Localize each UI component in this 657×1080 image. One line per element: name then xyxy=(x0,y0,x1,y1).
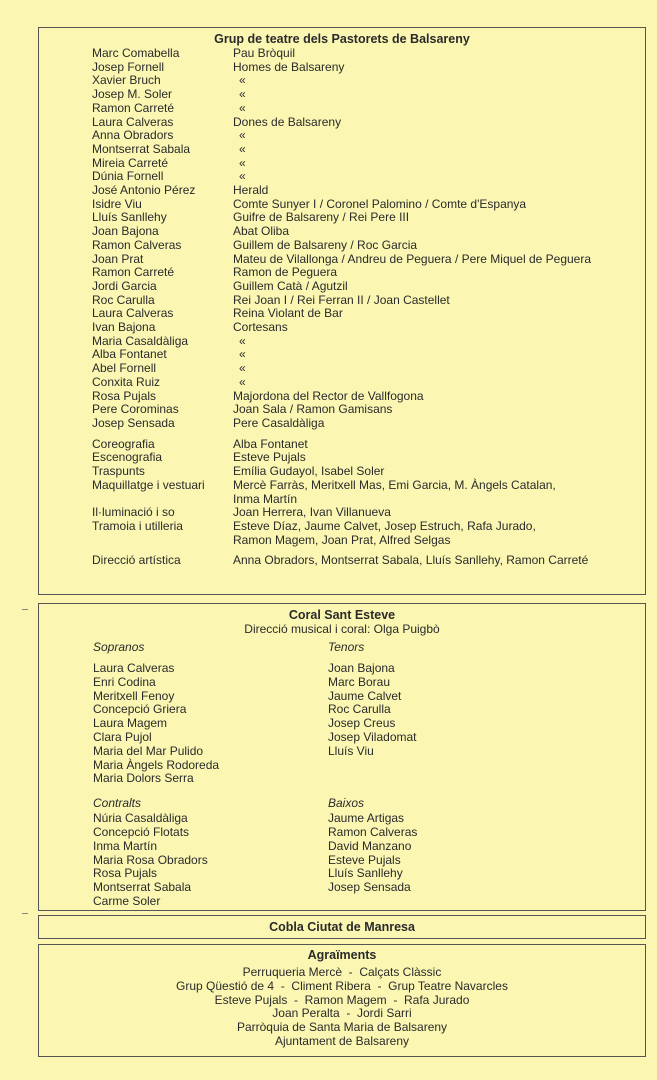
cast-row xyxy=(92,335,645,349)
crew-row-right: Ramon Magem, Joan Prat, Alfred Selgas xyxy=(233,532,451,547)
crew-row-right: Mercè Farràs, Meritxell Mas, Emi Garcia, M. Àngels Catalan, xyxy=(233,477,556,492)
crew-row-left: Tramoia i utilleria xyxy=(92,518,183,533)
cast-row-left: Dúnia Fornell xyxy=(92,169,164,184)
crew-row-right: Alba Fontanet xyxy=(233,436,308,451)
choir-member: Jaume Artigas xyxy=(328,811,405,826)
crew-row-right: Esteve Pujals xyxy=(233,450,306,465)
cast-row-right: Majordona del Rector de Vallfogona xyxy=(233,388,424,403)
voice-heading: Contralts xyxy=(93,796,142,811)
choir-member: Lluís Sanllehy xyxy=(328,866,403,881)
cast-row xyxy=(92,294,645,308)
crew-row xyxy=(92,479,645,493)
thanks-line: Esteve Pujals - Ramon Magem - Rafa Jurado xyxy=(214,992,470,1007)
choir-member: Ramon Calveras xyxy=(328,824,418,839)
cast-row-left: Josep Fornell xyxy=(92,59,165,74)
choir-member: Josep Creus xyxy=(328,716,396,731)
cast-row-left: Mireia Carreté xyxy=(92,155,169,170)
tenors-column xyxy=(328,640,563,786)
cast-row-left: Josep M. Soler xyxy=(92,87,173,102)
cast-row xyxy=(92,211,645,225)
cast-row-right: Mateu de Vilallonga / Andreu de Peguera / Pere Miquel de Peguera xyxy=(233,251,592,266)
sopranos-column xyxy=(93,640,328,786)
cast-row-left: Ivan Bajona xyxy=(92,320,156,335)
cast-row-right: Cortesans xyxy=(233,320,288,335)
thanks-section xyxy=(38,944,646,1057)
cast-row xyxy=(92,88,645,102)
cast-row xyxy=(92,307,645,321)
cast-row xyxy=(92,376,645,390)
crew-row-left: Escenografia xyxy=(92,450,163,465)
crew-row-left: Coreografia xyxy=(92,436,155,451)
cast-row xyxy=(92,143,645,157)
choir-member: Lluís Viu xyxy=(328,743,374,758)
cast-row-right: « xyxy=(239,141,246,156)
cast-row-right: Guifre de Balsareny / Rei Pere III xyxy=(233,210,410,225)
crew-row-right: Joan Herrera, Ivan Villanueva xyxy=(233,505,391,520)
cast-row-left: Laura Calveras xyxy=(92,114,174,129)
cast-row-left: Isidre Viu xyxy=(92,196,142,211)
choir-member: David Manzano xyxy=(328,838,412,853)
cast-row xyxy=(92,157,645,171)
cast-row xyxy=(92,348,645,362)
cast-row-left: Laura Calveras xyxy=(92,306,174,321)
thanks-line: Parròquia de Santa Maria de Balsareny xyxy=(236,1020,448,1035)
crew-row-left: Il·luminació i so xyxy=(92,505,175,520)
cast-row-right: Pau Bròquil xyxy=(233,46,296,60)
choir-member: Carme Soler xyxy=(93,893,161,908)
thanks-line: Perruqueria Mercè - Calçats Clàssic xyxy=(242,965,442,979)
cast-row-left: Montserrat Sabala xyxy=(92,141,191,156)
cast-row xyxy=(92,225,645,239)
cast-row-left: Lluís Sanllehy xyxy=(92,210,167,225)
cast-row xyxy=(92,47,645,61)
thanks-list xyxy=(39,966,645,1049)
choir-member: Concepció Flotats xyxy=(93,824,190,839)
crew-row-left xyxy=(92,493,233,507)
cast-row-right: Guillem de Balsareny / Roc Garcia xyxy=(233,237,418,252)
cast-row xyxy=(92,266,645,280)
cast-row-left: Joan Bajona xyxy=(92,224,159,239)
cast-row xyxy=(92,239,645,253)
cast-row-right: « xyxy=(239,333,246,348)
cast-list xyxy=(92,47,645,431)
cast-row-right: Rei Joan I / Rei Ferran II / Joan Castellet xyxy=(233,292,450,307)
cast-row-right: « xyxy=(239,169,246,184)
choir-member: Laura Magem xyxy=(93,716,168,731)
choir-member: Maria Àngels Rodoreda xyxy=(93,757,220,772)
cast-row-right: « xyxy=(239,155,246,170)
crew-row-left: Maquillatge i vestuari xyxy=(92,477,205,492)
cast-row-right: « xyxy=(239,361,246,376)
choir-member: Rosa Pujals xyxy=(93,866,158,881)
cast-row-right: Herald xyxy=(233,183,269,198)
choir-member: Laura Calveras xyxy=(93,661,175,675)
voice-heading: Sopranos xyxy=(93,640,145,654)
crew-row-left: Traspunts xyxy=(92,464,145,479)
thanks-line: Joan Peralta - Jordi Sarri xyxy=(272,1006,412,1021)
crew-row xyxy=(92,520,645,534)
cast-row-right: Homes de Balsareny xyxy=(233,59,345,74)
cast-row-left: Josep Sensada xyxy=(92,415,175,430)
cast-row xyxy=(92,116,645,130)
direction-names: Anna Obradors, Montserrat Sabala, Lluís Sanllehy, Ramon Carreté xyxy=(233,553,589,568)
cast-row-right: Joan Sala / Ramon Gamisans xyxy=(233,402,393,417)
crew-row xyxy=(92,465,645,479)
choir-section-title: Coral Sant Esteve xyxy=(288,608,396,622)
cobla-section xyxy=(38,915,646,939)
cobla-title: Cobla Ciutat de Manresa xyxy=(269,920,415,934)
cast-row-right: « xyxy=(239,128,246,143)
choir-member: Maria Dolors Serra xyxy=(93,771,194,786)
cast-row-right: « xyxy=(239,100,246,115)
cast-section-title: Grup de teatre dels Pastorets de Balsareny xyxy=(214,32,470,46)
baixos-column xyxy=(328,796,563,909)
cast-row-right: Ramon de Peguera xyxy=(233,265,338,280)
choir-member: Montserrat Sabala xyxy=(93,880,192,895)
direction-row xyxy=(92,554,645,568)
cast-row xyxy=(92,198,645,212)
direction-role: Direcció artística xyxy=(92,553,181,568)
cast-row-left: Roc Carulla xyxy=(92,292,155,307)
cast-row-right: « xyxy=(239,374,246,389)
cast-row-left: Xavier Bruch xyxy=(92,73,161,88)
choir-director: Direcció musical i coral: Olga Puigbò xyxy=(244,622,440,636)
cast-row xyxy=(92,362,645,376)
crew-row xyxy=(92,506,645,520)
crew-row xyxy=(92,534,645,548)
choir-member: Marc Borau xyxy=(328,674,391,689)
thanks-line: Grup Qüestió de 4 - Climent Ribera - Grup Teatre Navarcles xyxy=(176,978,508,993)
cast-row-left: Anna Obradors xyxy=(92,128,174,143)
voice-heading: Baixos xyxy=(328,796,365,811)
choir-member: Enri Codina xyxy=(93,674,156,689)
crew-row-left xyxy=(92,534,233,548)
cast-row-left: Pere Corominas xyxy=(92,402,179,417)
cast-row xyxy=(92,129,645,143)
choir-member: Meritxell Fenoy xyxy=(93,688,175,703)
choir-member: Josep Viladomat xyxy=(328,729,417,744)
crew-row-right: Emília Gudayol, Isabel Soler xyxy=(233,464,385,479)
cast-row xyxy=(92,170,645,184)
choir-member: Joan Bajona xyxy=(328,661,395,675)
choir-member: Núria Casaldàliga xyxy=(93,811,188,826)
cast-row xyxy=(92,184,645,198)
cast-row xyxy=(92,61,645,75)
cast-row xyxy=(92,390,645,404)
crew-row-right: Esteve Díaz, Jaume Calvet, Josep Estruch, Rafa Jurado, xyxy=(233,518,536,533)
cast-row-left: Jordi Garcia xyxy=(92,278,157,293)
choir-member: Maria Rosa Obradors xyxy=(93,852,208,867)
cast-row-right: Abat Oliba xyxy=(233,224,290,239)
cast-row-right: Dones de Balsareny xyxy=(233,114,342,129)
crew-row xyxy=(92,438,645,452)
voice-heading: Tenors xyxy=(328,640,365,654)
cast-row xyxy=(92,102,645,116)
cast-row-left: Maria Casaldàliga xyxy=(92,333,189,348)
cast-row-left: Ramon Carreté xyxy=(92,265,175,280)
contralts-column xyxy=(93,796,328,909)
cast-row-right: Reina Violant de Bar xyxy=(233,306,343,321)
choir-member: Roc Carulla xyxy=(328,702,391,717)
cast-row-left: Ramon Carreté xyxy=(92,100,175,115)
cast-row-right: Pere Casaldàliga xyxy=(233,415,325,430)
choir-member: Jaume Calvet xyxy=(328,688,402,703)
choir-member: Inma Martín xyxy=(93,838,158,853)
cast-row-left: Rosa Pujals xyxy=(92,388,157,403)
cast-row xyxy=(92,403,645,417)
cast-row-left: Alba Fontanet xyxy=(92,347,167,362)
cast-row-right: Guillem Catà / Agutzil xyxy=(233,278,348,293)
cast-row-left: Marc Comabella xyxy=(92,46,180,60)
cast-row xyxy=(92,417,645,431)
cast-row-left: José Antonio Pérez xyxy=(92,183,196,198)
choir-member: Esteve Pujals xyxy=(328,852,401,867)
choir-member: Concepció Griera xyxy=(93,702,187,717)
choir-member: Josep Sensada xyxy=(328,880,411,895)
cast-row-left: Joan Prat xyxy=(92,251,144,266)
cast-row-left: Ramon Calveras xyxy=(92,237,182,252)
cast-row xyxy=(92,74,645,88)
choir-section xyxy=(38,603,646,911)
cast-row xyxy=(92,280,645,294)
margin-mark xyxy=(22,913,28,914)
crew-row xyxy=(92,451,645,465)
cast-row-right: « xyxy=(239,87,246,102)
margin-mark xyxy=(22,609,28,610)
cast-row xyxy=(92,253,645,267)
cast-section xyxy=(38,27,646,595)
cast-row-right: Comte Sunyer I / Coronel Palomino / Comte d'Espanya xyxy=(233,196,527,211)
choir-member: Clara Pujol xyxy=(93,729,152,744)
cast-row xyxy=(92,321,645,335)
crew-row-right: Inma Martín xyxy=(233,491,298,506)
cast-row-left: Conxita Ruiz xyxy=(92,374,161,389)
crew-list xyxy=(92,438,645,548)
thanks-line: Ajuntament de Balsareny xyxy=(274,1033,410,1048)
cast-row-right: « xyxy=(239,347,246,362)
cast-row-left: Abel Fornell xyxy=(92,361,157,376)
thanks-title: Agraïments xyxy=(307,948,377,962)
cast-row-right: « xyxy=(239,73,246,88)
crew-row xyxy=(92,493,645,507)
choir-member: Maria del Mar Pulido xyxy=(93,743,204,758)
